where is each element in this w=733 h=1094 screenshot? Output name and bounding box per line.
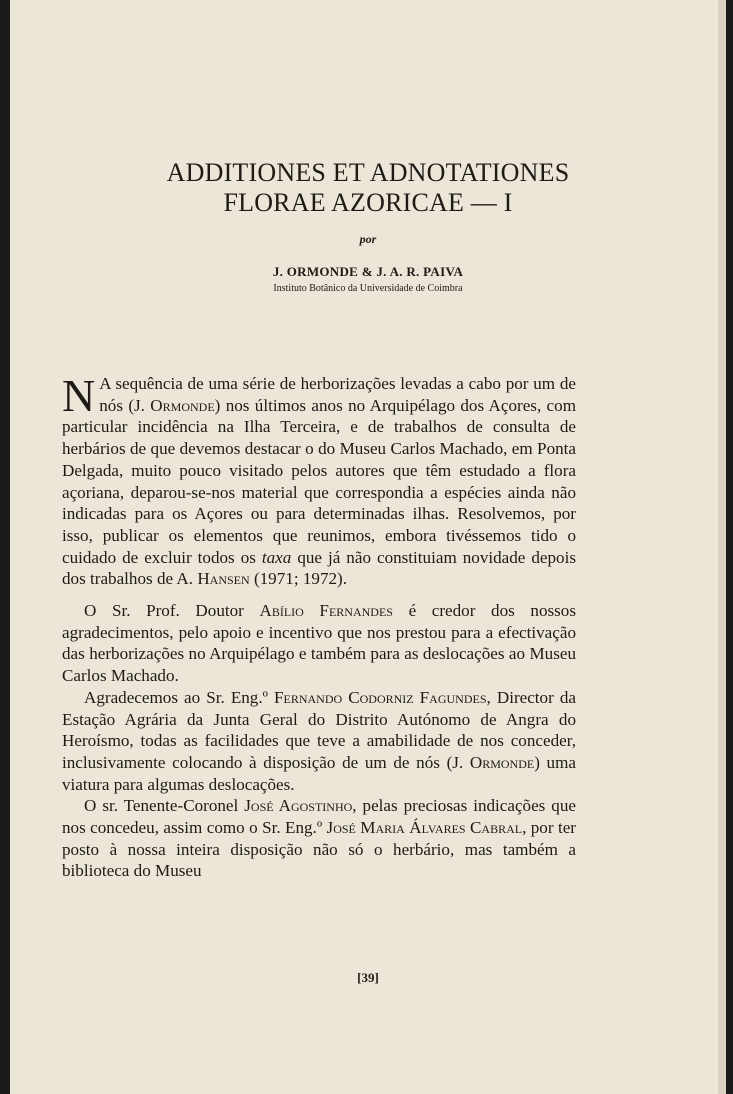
p3-name-2: Ormonde — [469, 752, 535, 772]
paragraph-3 — [62, 687, 576, 796]
p2-text-1: O Sr. Prof. Doutor — [84, 601, 260, 621]
paragraph-1 — [62, 370, 576, 590]
article-body — [62, 370, 576, 882]
byline-institution: Instituto Botânico da Universidade de Coimbra — [273, 283, 463, 294]
p1-text-3: que já não constituiam novidade depois dos trabalhos de A. — [62, 547, 576, 589]
paragraph-2 — [62, 600, 576, 687]
p1-text-2: ) nos últimos anos no Arquipélago dos Açores, com particular incidência na Ilha Terceira, e de trabalhos de consulta de herbários de que devemos destacar o do Museu Carlos Machado, em Ponta Delgada, muito pouco visitado pelos autores que têm estudado a flora açoriana, deparou-se-nos material que correspondia a espécies ainda não indicadas para os Açores ou para determinadas ilhas. Resolvemos, por isso, publicar os elementos que reunimos, embora tivéssemos tido o cuidado de excluir todos os — [62, 395, 576, 567]
p1-author-name: Ormonde — [150, 395, 215, 415]
p2-text-2: é credor dos nossos agradecimentos, pelo apoio e incentivo que nos prestou para a efectivação das herborizações no Arquipélago e também para as deslocações ao Museu Carlos Machado. — [62, 601, 576, 686]
document-page — [10, 0, 726, 1094]
byline-por: por — [359, 232, 377, 246]
title-line-2: FLORAE AZORICAE — I — [223, 188, 513, 217]
title-line-1: ADDITIONES ET ADNOTATIONES — [166, 158, 570, 187]
p1-text-1: A sequência de uma série de herborizações levadas a cabo por um de nós (J. — [99, 374, 576, 415]
p4-name: José Agostinho — [244, 796, 353, 816]
p3-text-1: Agradecemos ao Sr. Eng.º — [84, 687, 274, 707]
p1-hansen: Hansen — [197, 569, 250, 589]
p3-name: Fernando Codorniz Fagundes — [273, 687, 487, 707]
byline-authors: J. ORMONDE & J. A. R. PAIVA — [272, 264, 464, 279]
p4-text-1: O sr. Tenente-Coronel — [84, 796, 245, 816]
p1-italic-taxa: taxa — [261, 547, 292, 567]
p4-text-2: , pelas preciosas indicações que nos concedeu, assim como o Sr. Eng.º — [62, 796, 576, 838]
p4-text-3: , por ter posto à nossa inteira disposição não só o herbário, mas também a biblioteca do Museu — [62, 818, 576, 881]
p1-text-4: (1971; 1972). — [249, 569, 348, 589]
drop-cap: N — [62, 370, 96, 421]
p4-name-2: José Maria Álvares Cabral — [326, 818, 523, 838]
page-number: [39] — [357, 970, 379, 985]
p2-name: Abílio Fernandes — [259, 601, 393, 621]
p3-text-2: , Director da Estação Agrária da Junta Geral do Distrito Autónomo de Angra do Heroísmo, todas as facilidades que teve a amabilidade de nos conceder, inclusivamente colocando à disposição de um de nós (J. — [62, 687, 576, 772]
paragraph-4 — [62, 795, 576, 882]
article-title — [10, 158, 726, 218]
p3-text-3: ) uma viatura para algumas deslocações. — [62, 752, 576, 794]
